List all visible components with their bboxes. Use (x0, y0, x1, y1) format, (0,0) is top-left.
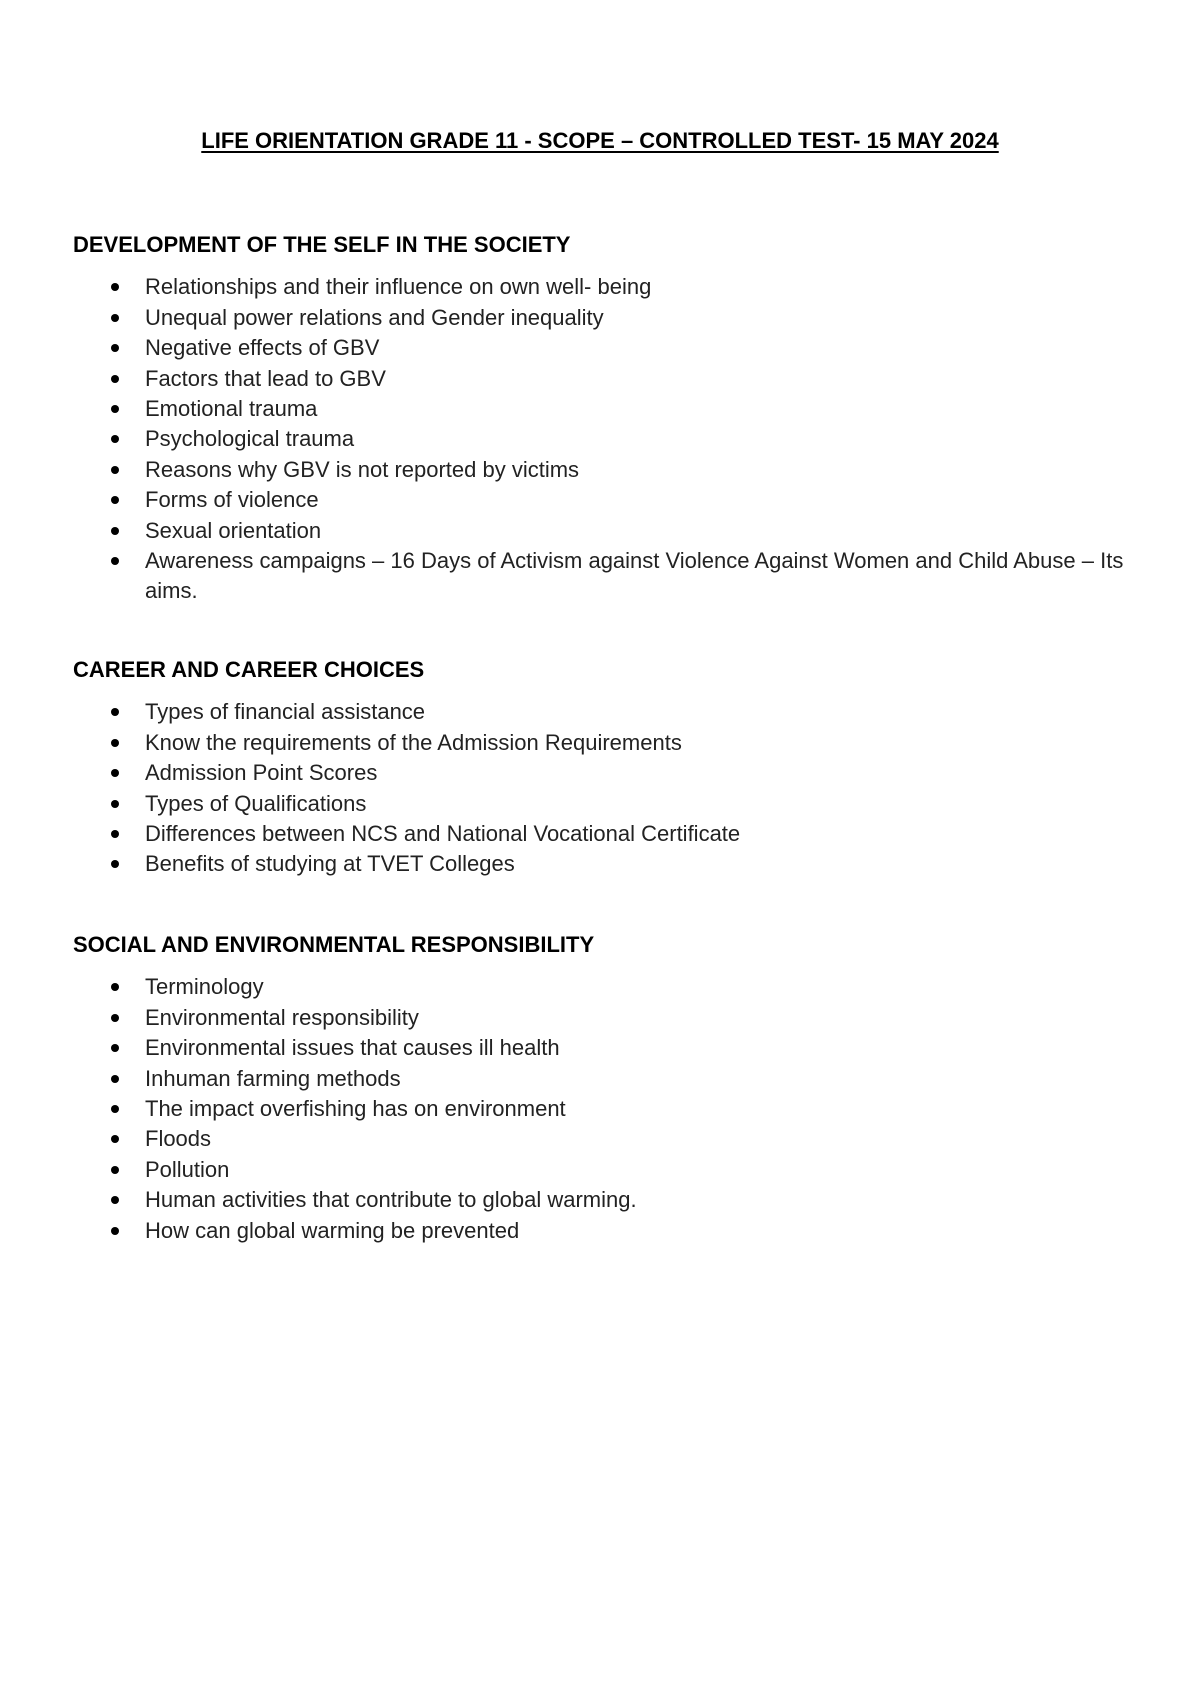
list-item-text: Negative effects of GBV (145, 335, 380, 361)
list-item (73, 1064, 1133, 1094)
list-item-text: Psychological trauma (145, 426, 355, 452)
bullet-icon (111, 1014, 119, 1022)
list-item-text: Environmental responsibility (145, 1004, 419, 1030)
bullet-icon (111, 405, 119, 413)
bullet-icon (111, 739, 119, 747)
list-item-text: Unequal power relations and Gender inequality (145, 304, 604, 330)
bullet-icon (111, 527, 119, 535)
section-heading: SOCIAL AND ENVIRONMENTAL RESPONSIBILITY (73, 932, 595, 957)
section-heading: DEVELOPMENT OF THE SELF IN THE SOCIETY (73, 232, 571, 257)
list-item-text: Environmental issues that causes ill health (145, 1035, 560, 1061)
list-item-text: Sexual orientation (145, 517, 322, 543)
list-item-text: Awareness campaigns – 16 Days of Activism against Violence Against Women and Child Abuse – Its aims. (145, 548, 1124, 604)
list-item (73, 1124, 1133, 1154)
bullet-icon (111, 496, 119, 504)
list-item-text: Types of financial assistance (145, 699, 426, 725)
list-item (73, 1155, 1133, 1185)
bullet-icon (111, 1196, 119, 1204)
bullet-icon (111, 375, 119, 383)
list-item (73, 1033, 1133, 1063)
list-item (73, 789, 1133, 819)
bullet-icon (111, 830, 119, 838)
list-item-text: How can global warming be prevented (145, 1217, 520, 1243)
bullet-icon (111, 557, 119, 565)
bullet-icon (111, 314, 119, 322)
list-item-text: Admission Point Scores (145, 760, 378, 786)
list-item (73, 516, 1133, 546)
list-item (73, 1094, 1133, 1124)
list-item (73, 697, 1133, 727)
list-item-text: Factors that lead to GBV (145, 365, 386, 391)
bullet-icon (111, 983, 119, 991)
bullet-icon (111, 860, 119, 868)
list-item (73, 819, 1133, 849)
bullet-icon (111, 344, 119, 352)
document-title: LIFE ORIENTATION GRADE 11 - SCOPE – CONTROLLED TEST- 15 MAY 2024 (201, 128, 999, 153)
section-career-choices (73, 657, 1133, 880)
list-item (73, 728, 1133, 758)
list-item-text: Emotional trauma (145, 396, 318, 422)
list-item (73, 849, 1133, 879)
list-item (73, 1003, 1133, 1033)
list-item-text: Know the requirements of the Admission Requirements (145, 729, 682, 755)
list-item (73, 758, 1133, 788)
list-item (73, 394, 1133, 424)
list-item-text: Pollution (145, 1156, 230, 1182)
bullet-icon (111, 283, 119, 291)
list-item-text: Forms of violence (145, 487, 319, 513)
bullet-icon (111, 1135, 119, 1143)
bullet-icon (111, 769, 119, 777)
list-item (73, 272, 1133, 302)
list-item (73, 333, 1133, 363)
list-item (73, 424, 1133, 454)
topic-list (73, 972, 1133, 1246)
list-item-text: Human activities that contribute to global warming. (145, 1187, 637, 1213)
topic-list (73, 697, 1133, 879)
topic-list (73, 272, 1133, 606)
bullet-icon (111, 1227, 119, 1235)
list-item (73, 303, 1133, 333)
list-item-text: Relationships and their influence on own well- being (145, 274, 652, 300)
list-item-text: Inhuman farming methods (145, 1065, 401, 1091)
list-item (73, 1216, 1133, 1246)
list-item-text: Floods (145, 1126, 212, 1152)
bullet-icon (111, 1075, 119, 1083)
list-item-text: Benefits of studying at TVET Colleges (145, 851, 515, 877)
list-item-text: Types of Qualifications (145, 790, 367, 816)
list-item-text: Reasons why GBV is not reported by victims (145, 456, 580, 482)
section-heading: CAREER AND CAREER CHOICES (73, 657, 425, 682)
bullet-icon (111, 1166, 119, 1174)
bullet-icon (111, 1044, 119, 1052)
section-social-environmental (73, 932, 1133, 1246)
list-item (73, 1185, 1133, 1215)
list-item (73, 972, 1133, 1002)
bullet-icon (111, 708, 119, 716)
list-item (73, 546, 1133, 607)
list-item (73, 485, 1133, 515)
bullet-icon (111, 1105, 119, 1113)
list-item (73, 455, 1133, 485)
list-item (73, 364, 1133, 394)
bullet-icon (111, 800, 119, 808)
list-item-text: Differences between NCS and National Vocational Certificate (145, 821, 741, 847)
section-development-of-self (73, 232, 1133, 607)
bullet-icon (111, 435, 119, 443)
list-item-text: Terminology (145, 974, 264, 1000)
list-item-text: The impact overfishing has on environment (145, 1096, 566, 1122)
bullet-icon (111, 466, 119, 474)
